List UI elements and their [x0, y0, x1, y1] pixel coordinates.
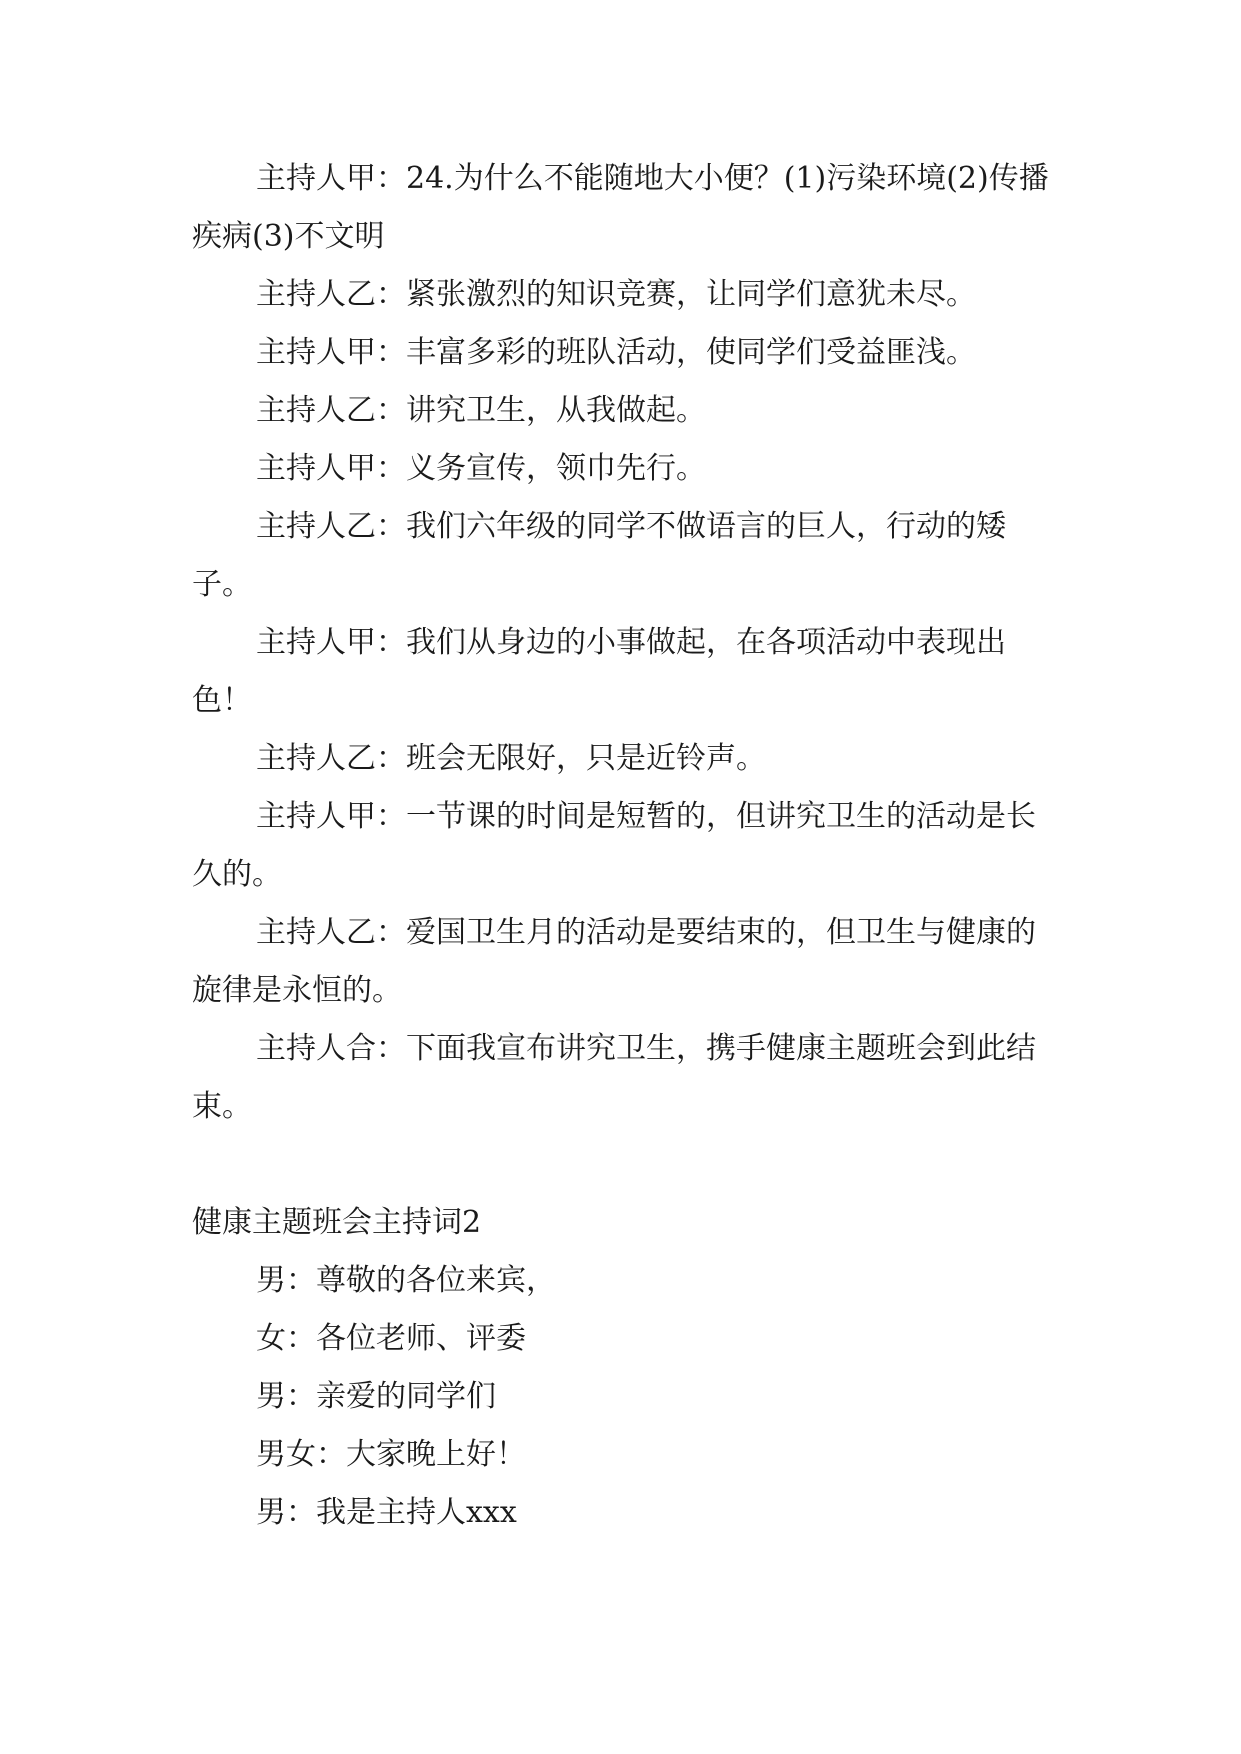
paragraph: 主持人甲：我们从身边的小事做起，在各项活动中表现出色！ [192, 625, 1006, 718]
paragraph: 男：我是主持人xxx [256, 1495, 517, 1530]
paragraph: 主持人乙：讲究卫生，从我做起。 [256, 393, 706, 428]
paragraph: 男：尊敬的各位来宾， [256, 1263, 556, 1298]
paragraph: 主持人甲：丰富多彩的班队活动，使同学们受益匪浅。 [256, 335, 976, 370]
document-body [192, 150, 1052, 1542]
paragraph: 主持人甲：义务宣传，领巾先行。 [256, 451, 706, 486]
paragraph: 女：各位老师、评委 [256, 1321, 526, 1356]
section-spacer [192, 1136, 1052, 1194]
paragraph: 主持人乙：我们六年级的同学不做语言的巨人，行动的矮子。 [192, 509, 1006, 602]
paragraph: 主持人甲：一节课的时间是短暂的，但讲究卫生的活动是长久的。 [192, 799, 1036, 892]
paragraph: 男女：大家晚上好！ [256, 1437, 526, 1472]
paragraph: 主持人乙：紧张激烈的知识竞赛，让同学们意犹未尽。 [256, 277, 976, 312]
paragraph: 主持人乙：班会无限好，只是近铃声。 [256, 741, 766, 776]
paragraph: 主持人合：下面我宣布讲究卫生，携手健康主题班会到此结束。 [192, 1031, 1036, 1124]
paragraph: 主持人乙：爱国卫生月的活动是要结束的，但卫生与健康的旋律是永恒的。 [192, 915, 1036, 1008]
paragraph: 主持人甲：24.为什么不能随地大小便？(1)污染环境(2)传播疾病(3)不文明 [192, 161, 1049, 254]
section-title: 健康主题班会主持词2 [192, 1205, 482, 1240]
paragraph: 男：亲爱的同学们 [256, 1379, 496, 1414]
